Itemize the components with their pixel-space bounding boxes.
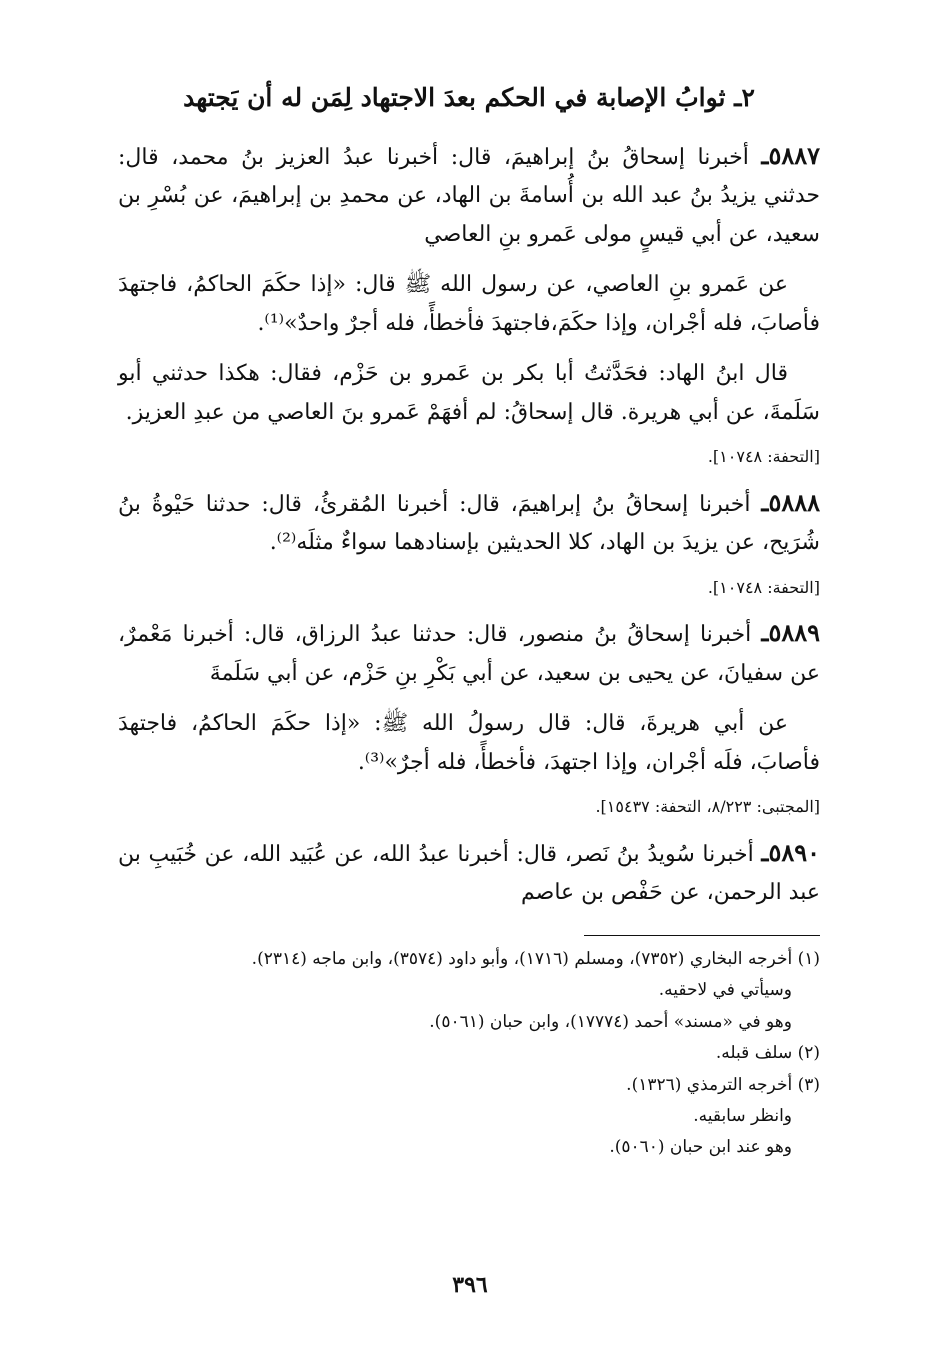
hadith-number: ٥٨٨٨ـ — [761, 487, 820, 517]
footnote-1-note: وسيأتي في لاحقيه. — [658, 980, 792, 1001]
hadith-5889-matn: عن أبي هريرةَ، قال: قال رسولُ الله ﷺ: «إذا حكَمَ الحاكمُ، فاجتهدَ فأصابَ، فلَه أجْران، وإذا اجتهدَ، فأخطأً، فله أجرٌ»⁽³⁾. — [118, 711, 820, 775]
footnote-1: (١) أخرجه البخاري (٧٣٥٢)، ومسلم (١٧١٦)، وأبو داود (٣٥٧٤)، وابن ماجه (٢٣١٤). — [251, 948, 820, 969]
hadith-text: أخبرنا إسحاقُ بنُ منصور، قال: حدثنا عبدُ الرزاق، قال: أخبرنا مَعْمرٌ، عن سفيانَ، عن يحيى بن سعيد، عن أبي بَكْرِ بنِ حَزْم، عن أبي سَلَمةَ — [118, 622, 820, 686]
hadith-text: أخبرنا سُويدُ بنُ نَصر، قال: أخبرنا عبدُ الله، عن عُبَيد الله، عن خُبَيبِ بن عبد الرحمن، عن حَفْص بن عاصم — [118, 841, 820, 906]
takhrij-reference: [المجتبى: ٨/٢٢٣، التحفة: ١٥٤٣٧]. — [595, 797, 820, 817]
hadith-number: ٥٨٩٠ـ — [761, 837, 820, 867]
hadith-5887-isnad — [118, 135, 820, 255]
footnote-3: (٣) أخرجه الترمذي (١٣٢٦). — [626, 1074, 820, 1095]
footnote-divider — [584, 935, 820, 936]
hadith-5888 — [118, 482, 820, 563]
footnote-1-note: وهو في «مسند» أحمد (١٧٧٧٤)، وابن حبان (٥٠٦١). — [429, 1011, 792, 1032]
footnote-3-note: وهو عند ابن حبان (٥٠٦٠). — [609, 1137, 792, 1158]
footnote-2: (٢) سلف قبله. — [715, 1043, 820, 1064]
page-number: ٣٩٦ — [452, 1272, 488, 1298]
footnotes — [118, 944, 820, 1164]
footnote-3-note: وانظر سابقيه. — [693, 1105, 792, 1126]
hadith-5887-comment: قال ابنُ الهاد: فحَدَّثتُ أبا بكر بن عَمرو بن حَزْم، فقال: هكذا حدثني أبو سَلَمةَ، عن أبي هريرة. قال إسحاقُ: لم أفهَمْ عَمرو بنَ العاصي من عبدِ العزيز. — [118, 361, 820, 425]
hadith-number: ٥٨٨٧ـ — [761, 140, 820, 170]
hadith-text: أخبرنا إسحاقُ بنُ إبراهيمَ، قال: أخبرنا المُقرئُ، قال: حدثنا حَيْوةُ بنُ شُرَيح، عن يزيدَ بن الهاد، كلا الحديثين بإسنادهما سواءٌ مثلَه⁽²⁾. — [118, 491, 820, 556]
hadith-5890 — [118, 832, 820, 913]
takhrij-reference: [التحفة: ١٠٧٤٨]. — [707, 447, 820, 466]
takhrij-reference: [التحفة: ١٠٧٤٨]. — [707, 577, 820, 597]
hadith-5889-isnad — [118, 612, 820, 693]
hadith-text: أخبرنا إسحاقُ بنُ إبراهيمَ، قال: أخبرنا عبدُ العزيز بنُ محمد، قال: حدثني يزيدُ بنُ عبد الله بن أُسامةَ بن الهاد، عن محمدِ بن إبراهيمَ، عن بُسْرِ بن سعيد، عن أبي قيسٍ مولى عَمرو بنِ العاصي — [118, 144, 820, 247]
hadith-number: ٥٨٨٩ـ — [761, 618, 821, 648]
hadith-5887-matn: عن عَمرو بنِ العاصي، عن رسول الله ﷺ قال: «إذا حكَمَ الحاكمُ، فاجتهدَ فأصابَ، فله أجْران، وإذا حكَمَ،فاجتهدَ فأخطأً، فله أجرٌ واحدٌ»⁽¹⁾. — [118, 272, 820, 336]
chapter-title: ٢ـ ثوابُ الإصابة في الحكم بعدَ الاجتهاد لِمَن له أن يَجتهد — [183, 83, 755, 112]
